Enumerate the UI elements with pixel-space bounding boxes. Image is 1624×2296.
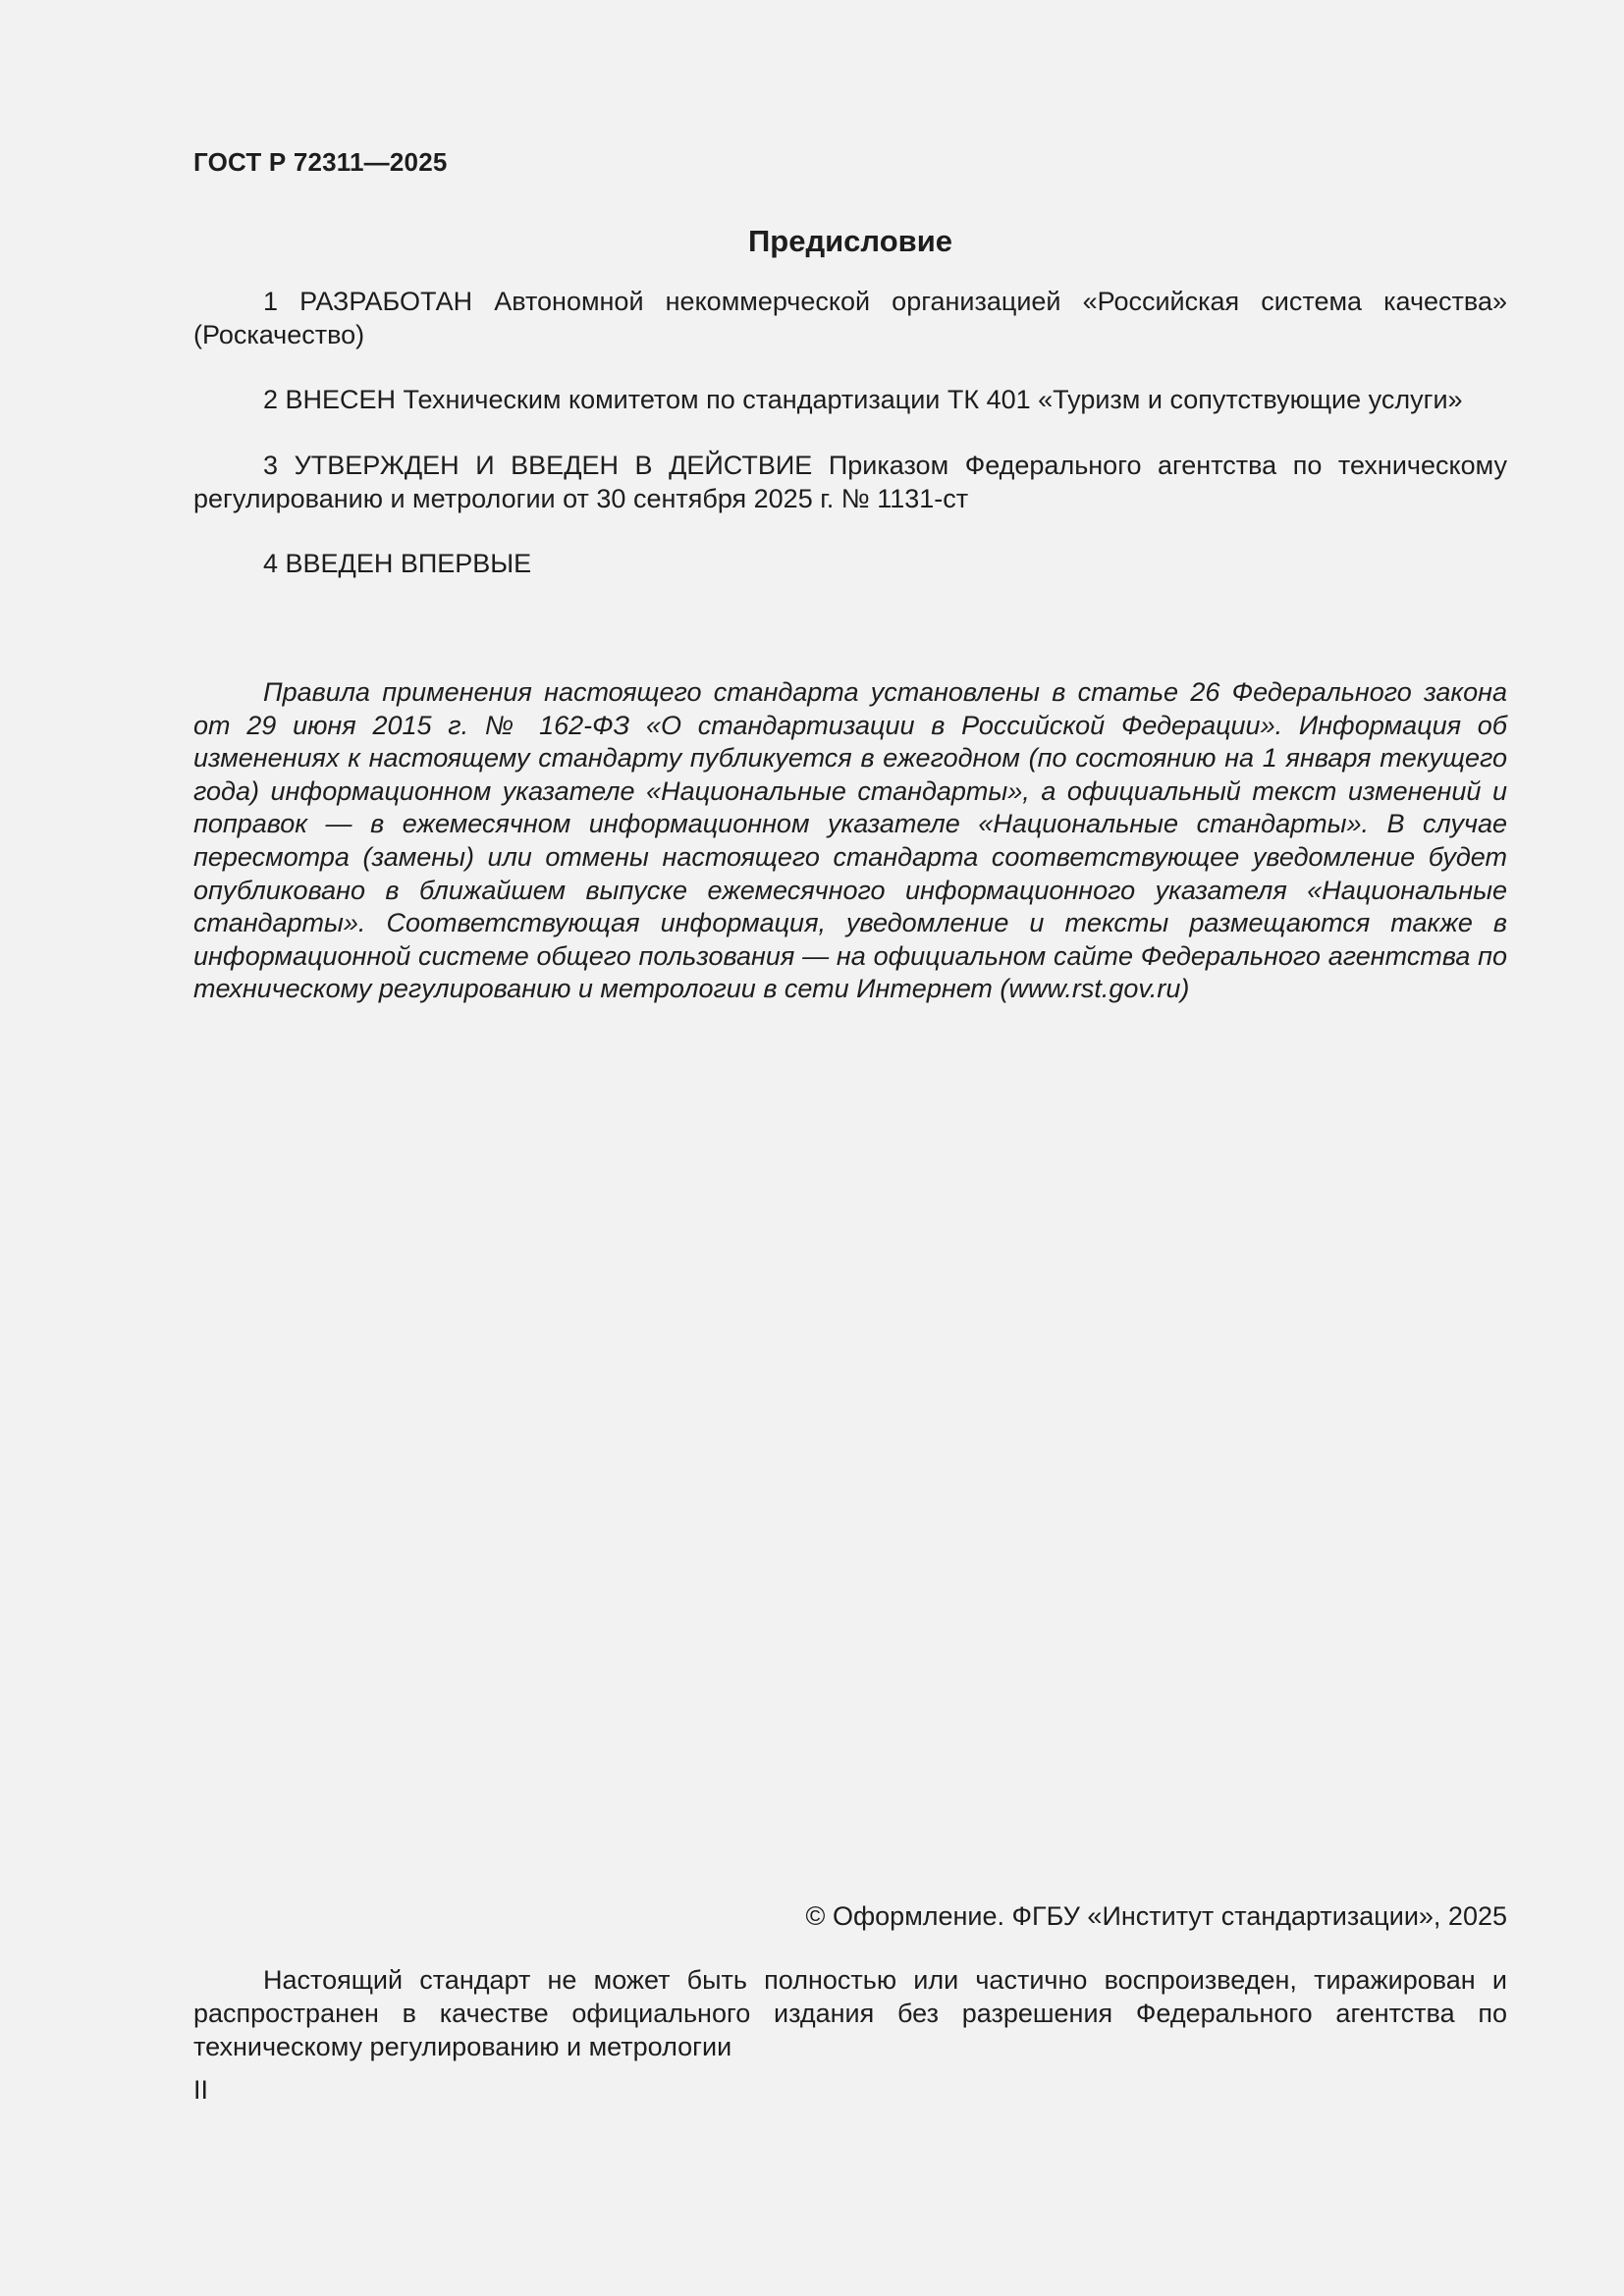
page-number: II (193, 2075, 209, 2105)
application-rules-paragraph: Правила применения настоящего стандарта установлены в статье 26 Федерального закона от 29 июня 2015 г. № 162-ФЗ «О стандартизации в Российской Федерации». Информация об изменениях к настоящему стандарту публикуется в ежегодном (по состоянию на 1 января текущего года) информационном указателе «Национальные стандарты», а официальный текст изменений и поправок — в ежемесячном информационном указателе «Национальные стандарты». В случае пересмотра (замены) или отмены настоящего стандарта соответствующее уведомление будет опубликовано в ближайшем выпуске ежемесячного информационного указателя «Национальные стандарты». Соответствующая информация, уведомление и тексты размещаются также в информационной системе общего пользования — на официальном сайте Федерального агентства по техническому регулированию и метрологии в сети Интернет (www.rst.gov.ru) (193, 677, 1507, 1004)
reproduction-notice: Настоящий стандарт не может быть полностью или частично воспроизведен, тиражирован и распространен в качестве официального издания без разрешения Федерального агентства по техническому регулированию и метрологии (193, 1965, 1507, 2061)
preface-item-2: 2 ВНЕСЕН Техническим комитетом по стандартизации ТК 401 «Туризм и сопутствующие услуги» (263, 385, 1463, 414)
preface-item-3: 3 УТВЕРЖДЕН И ВВЕДЕН В ДЕЙСТВИЕ Приказом Федерального агентства по техническому регулированию и метрологии от 30 сентября 2025 г. № 1131-ст (193, 451, 1507, 513)
preface-item-4: 4 ВВЕДЕН ВПЕРВЫЕ (263, 549, 532, 578)
preface-item-1: 1 РАЗРАБОТАН Автономной некоммерческой организацией «Российская система качества» (Роскачество) (193, 287, 1507, 349)
copyright-line: © Оформление. ФГБУ «Институт стандартизации», 2025 (805, 1901, 1507, 1931)
page-title: Предисловие (747, 224, 952, 258)
document-code: ГОСТ Р 72311—2025 (193, 147, 448, 177)
